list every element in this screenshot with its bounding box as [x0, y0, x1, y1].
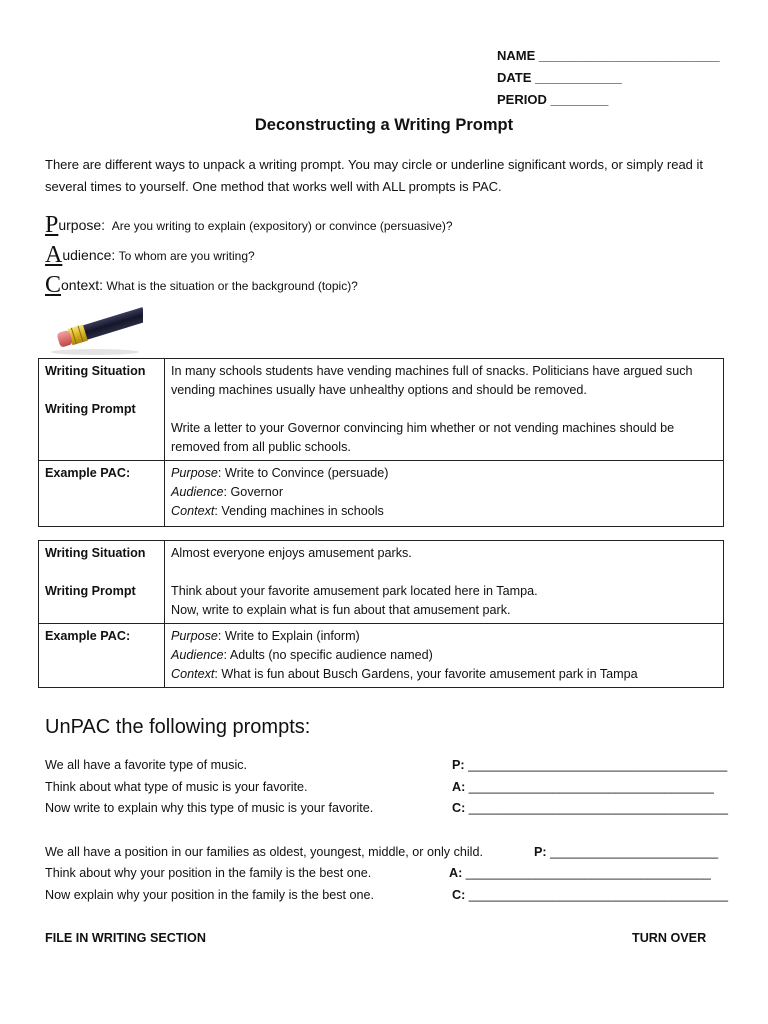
situation-text: In many schools students have vending machines full of snacks. Politicians have argued such vending machines usually have unhealthy options and should be removed. — [171, 364, 693, 397]
table-row — [39, 359, 724, 461]
pac-letter: A — [45, 242, 63, 268]
audience-label: Audience — [171, 648, 224, 662]
table-label-cell — [39, 541, 165, 624]
prompt2-c-blank[interactable] — [452, 888, 728, 902]
table-content-cell — [165, 359, 724, 461]
answer-blank[interactable]: ___________________________________ — [468, 780, 714, 794]
situation-label: Writing Situation — [45, 546, 146, 560]
pac-letter: P — [45, 212, 59, 238]
pac-word: urpose — [58, 217, 102, 233]
pac-question: To whom are you writing? — [118, 249, 255, 263]
footer-file-note: FILE IN WRITING SECTION — [45, 931, 206, 945]
pac-context: Context: What is the situation or the background (topic)? — [45, 272, 358, 298]
purpose-value: : Write to Convince (persuade) — [217, 466, 389, 480]
prompt2-line2: Think about why your position in the family is the best one. — [45, 866, 372, 880]
p-key: P: — [534, 845, 547, 859]
purpose-label: Purpose — [171, 629, 218, 643]
table-row — [39, 541, 724, 624]
prompt1-p-blank[interactable] — [452, 758, 727, 772]
page-title: Deconstructing a Writing Prompt — [254, 116, 514, 134]
a-key: A: — [449, 866, 463, 880]
c-key: C: — [452, 801, 466, 815]
prompt1-line2: Think about what type of music is your favorite. — [45, 780, 308, 794]
answer-blank[interactable]: _____________________________________ — [468, 888, 728, 902]
table-label-cell — [39, 359, 165, 461]
pencil-icon — [45, 304, 143, 356]
prompt2-line3: Now explain why your position in the family is the best one. — [45, 888, 375, 902]
context-label: Context — [171, 504, 215, 518]
pac-question: Are you writing to explain (expository) or convince (persuasive)? — [111, 219, 453, 233]
prompt-text-2: Now, write to explain what is fun about that amusement park. — [171, 603, 511, 617]
prompt2-a-blank[interactable] — [449, 866, 711, 880]
context-label: Context — [171, 667, 215, 681]
table-row — [39, 461, 724, 527]
answer-blank[interactable]: ________________________ — [550, 845, 719, 859]
answer-blank[interactable]: ___________________________________ — [465, 866, 711, 880]
a-key: A: — [452, 780, 466, 794]
table-row — [39, 624, 724, 688]
context-value: : What is fun about Busch Gardens, your favorite amusement park in Tampa — [214, 667, 638, 681]
prompt-label: Writing Prompt — [45, 402, 136, 416]
date-field[interactable]: DATE ____________ — [497, 70, 622, 85]
audience-label: Audience — [171, 485, 224, 499]
prompt-text: Think about your favorite amusement park located here in Tampa. — [171, 584, 538, 598]
prompt1-line1: We all have a favorite type of music. — [45, 758, 248, 772]
prompt1-a-blank[interactable] — [452, 780, 714, 794]
table-content-cell — [165, 461, 724, 527]
context-value: : Vending machines in schools — [214, 504, 384, 518]
unpac-heading: UnPAC the following prompts: — [45, 716, 311, 738]
example-table-2 — [38, 540, 724, 688]
footer-turn-over: TURN OVER — [632, 931, 707, 945]
answer-blank[interactable]: _____________________________________ — [468, 801, 728, 815]
pac-letter: C — [45, 272, 62, 298]
intro-paragraph: There are different ways to unpack a writing prompt. You may circle or underline significant words, or simply read it several times to yourself. One method that works well with ALL prompts is PAC. — [45, 157, 704, 194]
pac-label: Example PAC: — [39, 461, 165, 527]
prompt2-p-blank[interactable] — [534, 845, 718, 859]
situation-label: Writing Situation — [45, 364, 146, 378]
audience-value: : Adults (no specific audience named) — [223, 648, 433, 662]
prompt2-line1: We all have a position in our families as oldest, youngest, middle, or only child. — [45, 845, 483, 859]
pac-question: What is the situation or the background (topic)? — [106, 279, 358, 293]
c-key: C: — [452, 888, 466, 902]
table-content-cell — [165, 541, 724, 624]
situation-text: Almost everyone enjoys amusement parks. — [171, 546, 412, 560]
pac-word: udience — [62, 247, 112, 263]
purpose-value: : Write to Explain (inform) — [217, 629, 360, 643]
pac-label: Example PAC: — [39, 624, 165, 688]
example-table-1 — [38, 358, 724, 527]
audience-value: : Governor — [223, 485, 284, 499]
pac-purpose: Purpose: Are you writing to explain (expository) or convince (persuasive)? — [45, 212, 453, 238]
prompt-text: Write a letter to your Governor convincing him whether or not vending machines should be removed from all public schools. — [171, 421, 675, 454]
answer-blank[interactable]: _____________________________________ — [468, 758, 728, 772]
pac-audience: Audience: To whom are you writing? — [45, 242, 255, 268]
purpose-label: Purpose — [171, 466, 218, 480]
p-key: P: — [452, 758, 465, 772]
table-content-cell — [165, 624, 724, 688]
name-field[interactable]: NAME _________________________ — [497, 48, 720, 63]
prompt1-c-blank[interactable] — [452, 801, 728, 815]
prompt-label: Writing Prompt — [45, 584, 136, 598]
period-field[interactable]: PERIOD ________ — [497, 92, 609, 107]
prompt1-line3: Now write to explain why this type of music is your favorite. — [45, 801, 374, 815]
pac-word: ontext — [61, 277, 100, 293]
